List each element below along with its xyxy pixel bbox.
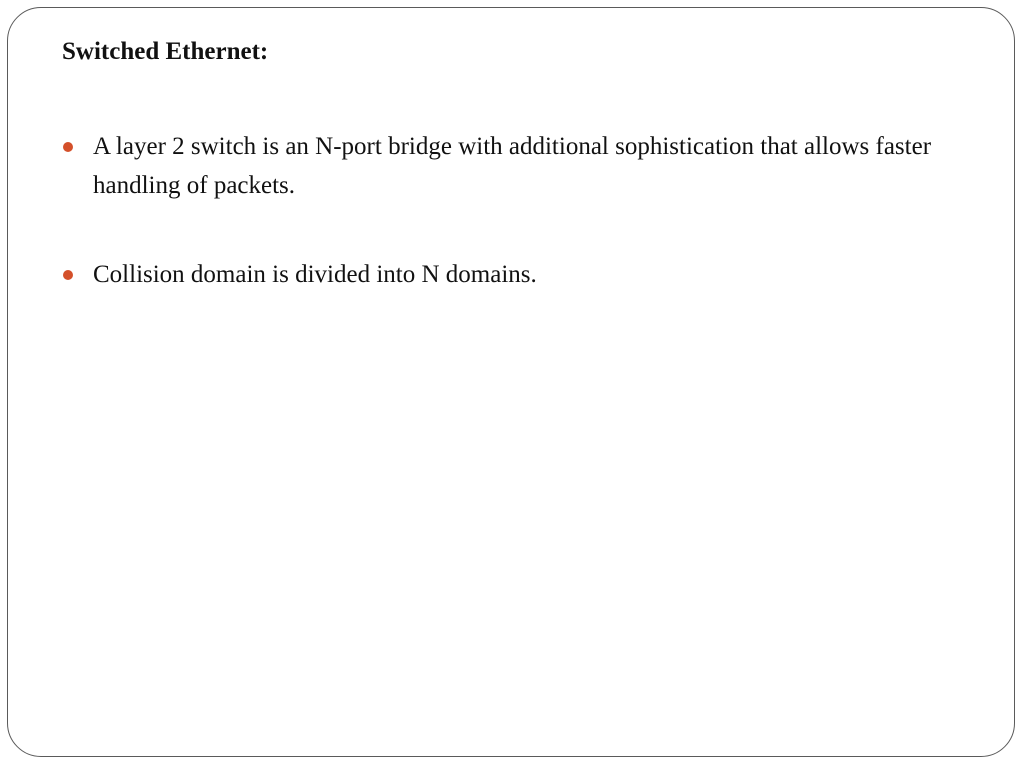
- bullet-dot-icon: [63, 142, 73, 152]
- bullet-list: [62, 127, 972, 344]
- slide-frame: [7, 7, 1015, 757]
- bullet-text: A layer 2 switch is an N-port bridge with additional sophistication that allows faster handling of packets.: [93, 133, 932, 199]
- bullet-item: [62, 255, 972, 294]
- slide-title: Switched Ethernet:: [62, 38, 269, 65]
- bullet-item: [62, 127, 972, 205]
- bullet-text: Collision domain is divided into N domains.: [93, 261, 537, 288]
- bullet-dot-icon: [63, 270, 73, 280]
